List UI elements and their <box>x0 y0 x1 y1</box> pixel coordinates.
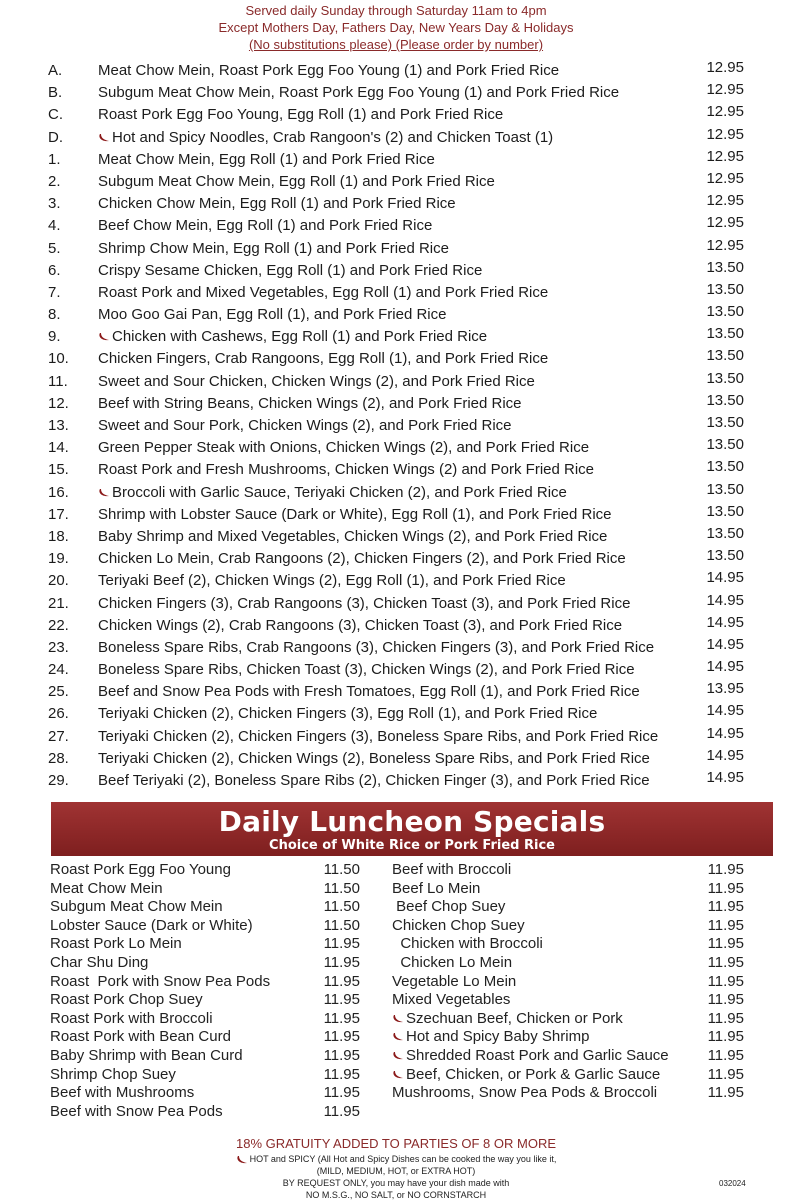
combo-description <box>98 415 512 437</box>
special-name <box>50 861 231 879</box>
special-name <box>392 861 511 879</box>
combo-number: 6. <box>48 261 61 279</box>
combo-description-text: Chicken Fingers, Crab Rangoons, Egg Roll (1), and Pork Fried Rice <box>98 350 549 368</box>
special-row <box>50 1084 360 1103</box>
combo-row <box>48 149 760 171</box>
special-row <box>392 1066 744 1085</box>
combo-number: 7. <box>48 283 61 301</box>
special-name-text: Mixed Vegetables <box>392 991 511 1009</box>
combo-row <box>48 215 760 237</box>
special-row <box>392 973 744 992</box>
special-name-text: Beef, Chicken, or Pork & Garlic Sauce <box>406 1065 661 1083</box>
combo-price: 13.50 <box>706 547 744 565</box>
special-price: 11.95 <box>707 991 744 1009</box>
combo-description-text: Shrimp with Lobster Sauce (Dark or White), Egg Roll (1), and Pork Fried Rice <box>98 505 612 523</box>
menu-code: 032024 <box>719 1179 746 1188</box>
combo-number: 9. <box>48 328 61 346</box>
combo-row <box>48 615 760 637</box>
combo-description <box>98 659 635 681</box>
combo-number: 29. <box>48 772 69 789</box>
combo-price: 13.50 <box>706 280 744 298</box>
special-name-text: Roast Pork with Snow Pea Pods <box>50 972 271 990</box>
combo-description-text: Moo Goo Gai Pan, Egg Roll (1), and Pork Fried Rice <box>98 306 447 324</box>
combo-price: 13.50 <box>706 369 744 387</box>
combo-description <box>98 304 447 326</box>
special-price: 11.95 <box>707 1009 744 1027</box>
special-name-text: Roast Pork Egg Foo Young <box>50 861 231 878</box>
combo-number: 20. <box>48 572 69 590</box>
combo-row <box>48 260 760 282</box>
combo-description <box>98 326 487 348</box>
combo-number: 21. <box>48 594 69 612</box>
combo-row <box>48 437 760 459</box>
special-price: 11.95 <box>707 861 744 878</box>
special-row <box>392 991 744 1010</box>
special-name <box>392 973 516 991</box>
combo-row <box>48 748 760 770</box>
combo-description <box>98 348 548 370</box>
combo-row <box>48 393 760 415</box>
combo-description <box>98 104 503 126</box>
combo-description <box>98 726 658 748</box>
combo-number: 11. <box>48 372 68 390</box>
combo-description <box>98 770 650 792</box>
special-name-text: Roast Pork Lo Mein <box>50 935 182 953</box>
combo-description-text: Beef and Snow Pea Pods with Fresh Tomatoes, Egg Roll (1), and Pork Fried Rice <box>98 683 640 701</box>
special-price: 11.95 <box>707 898 744 916</box>
combo-row <box>48 348 760 370</box>
combo-price: 13.50 <box>706 524 744 542</box>
special-name-text: Chicken Lo Mein <box>392 953 513 971</box>
combo-number: B. <box>48 84 63 102</box>
special-name <box>392 1066 660 1084</box>
combo-price: 12.95 <box>706 103 744 121</box>
menu-footer <box>0 1135 792 1201</box>
combo-number: 18. <box>48 527 69 545</box>
special-row <box>50 861 360 880</box>
combo-description-text: Meat Chow Mein, Egg Roll (1) and Pork Fried Rice <box>98 150 435 168</box>
chili-pepper-icon <box>98 332 110 342</box>
special-name-text: Lobster Sauce (Dark or White) <box>50 916 253 934</box>
combo-price: 12.95 <box>706 147 744 165</box>
combo-row <box>48 681 760 703</box>
special-row <box>392 954 744 973</box>
combo-description <box>98 748 650 770</box>
combo-description-text: Chicken with Cashews, Egg Roll (1) and Pork Fried Rice <box>112 328 488 346</box>
special-name <box>392 1028 589 1046</box>
combo-row <box>48 726 760 748</box>
special-name <box>392 917 525 935</box>
special-price: 11.95 <box>323 935 360 953</box>
chili-pepper-icon <box>392 1032 404 1042</box>
combo-row <box>48 127 760 149</box>
special-price: 11.95 <box>707 1046 744 1064</box>
combo-price: 12.95 <box>706 169 744 187</box>
combo-description <box>98 526 607 548</box>
special-row <box>392 1028 744 1047</box>
combo-row <box>48 304 760 326</box>
special-price: 11.95 <box>323 1065 360 1083</box>
combination-plates-list <box>48 60 760 792</box>
combo-price: 13.50 <box>706 347 744 365</box>
combo-row <box>48 570 760 592</box>
combo-row <box>48 238 760 260</box>
special-price: 11.95 <box>323 1084 360 1102</box>
combo-description-text: Boneless Spare Ribs, Chicken Toast (3), Chicken Wings (2), and Pork Fried Rice <box>98 661 635 679</box>
special-row <box>392 880 744 899</box>
special-name <box>50 898 223 916</box>
combo-description-text: Chicken Wings (2), Crab Rangoons (3), Chicken Toast (3), and Pork Fried Rice <box>98 616 623 634</box>
combo-row <box>48 171 760 193</box>
special-name <box>50 991 203 1009</box>
combo-description <box>98 82 619 104</box>
combo-row <box>48 82 760 104</box>
combo-number: 25. <box>48 683 69 701</box>
combo-description <box>98 171 495 193</box>
combo-price: 14.95 <box>706 769 744 786</box>
special-name <box>50 1028 231 1046</box>
combo-row <box>48 459 760 481</box>
special-row <box>50 1103 360 1122</box>
combo-number: 27. <box>48 727 69 745</box>
combo-description <box>98 260 482 282</box>
special-name-text: Baby Shrimp with Bean Curd <box>50 1046 243 1064</box>
combo-description <box>98 615 622 637</box>
special-price: 11.95 <box>323 1009 360 1027</box>
combo-number: 19. <box>48 550 69 568</box>
special-name-text: Beef Lo Mein <box>392 879 481 897</box>
combo-description <box>98 504 612 526</box>
combo-row <box>48 548 760 570</box>
special-name-text: Shrimp Chop Suey <box>50 1065 176 1083</box>
special-price: 11.95 <box>707 879 744 897</box>
combo-number: 23. <box>48 638 69 656</box>
request-options: NO M.S.G., NO SALT, or NO CORNSTARCH <box>305 1190 487 1200</box>
combo-price: 12.95 <box>706 125 744 143</box>
chili-pepper-icon <box>392 1051 404 1061</box>
special-name-text: Roast Pork Chop Suey <box>50 991 203 1009</box>
combo-row <box>48 593 760 615</box>
spicy-levels: (MILD, MEDIUM, HOT, or EXTRA HOT) <box>316 1166 476 1176</box>
combo-price: 13.50 <box>706 502 744 520</box>
special-price: 11.95 <box>707 1028 744 1046</box>
combo-description-text: Sweet and Sour Chicken, Chicken Wings (2), and Pork Fried Rice <box>98 372 535 390</box>
combo-row <box>48 104 760 126</box>
special-name-text: Roast Pork with Broccoli <box>50 1009 213 1027</box>
combo-number: 5. <box>48 239 61 257</box>
combo-description-text: Shrimp Chow Mein, Egg Roll (1) and Pork Fried Rice <box>98 239 449 257</box>
combo-price: 12.95 <box>706 192 744 210</box>
special-price: 11.95 <box>707 935 744 953</box>
combo-price: 12.95 <box>706 59 744 76</box>
gratuity-note: 18% GRATUITY ADDED TO PARTIES OF 8 OR MORE <box>235 1136 557 1151</box>
combo-description-text: Teriyaki Chicken (2), Chicken Fingers (3), Boneless Spare Ribs, and Pork Fried Rice <box>98 727 659 745</box>
combo-number: 26. <box>48 705 69 723</box>
combo-row <box>48 371 760 393</box>
luncheon-specials-banner <box>51 802 773 856</box>
combo-description-text: Chicken Lo Mein, Crab Rangoons (2), Chicken Fingers (2), and Pork Fried Rice <box>98 550 626 568</box>
combo-description-text: Boneless Spare Ribs, Crab Rangoons (3), Chicken Fingers (3), and Pork Fried Rice <box>98 638 655 656</box>
special-row <box>50 917 360 936</box>
special-price: 11.95 <box>707 916 744 934</box>
combo-price: 13.95 <box>706 680 744 698</box>
chili-pepper-icon <box>236 1155 248 1165</box>
combo-description-text: Beef Chow Mein, Egg Roll (1) and Pork Fried Rice <box>98 217 433 235</box>
special-row <box>50 1010 360 1029</box>
combo-row <box>48 326 760 348</box>
combo-description-text: Roast Pork and Mixed Vegetables, Egg Roll (1) and Pork Fried Rice <box>98 283 549 301</box>
specials-right-column <box>392 861 744 1103</box>
special-row <box>50 973 360 992</box>
combo-description <box>98 482 567 504</box>
special-name <box>392 1010 623 1028</box>
special-row <box>50 1066 360 1085</box>
combo-row <box>48 415 760 437</box>
combo-description-text: Hot and Spicy Noodles, Crab Rangoon's (2) and Chicken Toast (1) <box>112 128 554 146</box>
special-name <box>50 1066 176 1084</box>
special-price: 11.95 <box>707 972 744 990</box>
combo-row <box>48 482 760 504</box>
special-price: 11.50 <box>323 916 360 934</box>
combo-description <box>98 193 456 215</box>
hours-line: Served daily Sunday through Saturday 11am to 4pm <box>245 3 547 18</box>
special-price: 11.95 <box>323 991 360 1009</box>
combo-description-text: Beef Teriyaki (2), Boneless Spare Ribs (2), Chicken Finger (3), and Pork Fried Rice <box>98 772 650 789</box>
combo-number: A. <box>48 62 63 79</box>
special-price: 11.50 <box>323 898 360 916</box>
combo-price: 14.95 <box>706 702 744 720</box>
combo-description <box>98 282 548 304</box>
special-name <box>392 954 512 972</box>
combo-number: 28. <box>48 749 69 767</box>
special-price: 11.95 <box>323 1046 360 1064</box>
combo-description <box>98 548 626 570</box>
special-price: 11.95 <box>707 1084 744 1102</box>
menu-header <box>0 2 792 53</box>
special-name-text: Chicken with Broccoli <box>392 935 543 953</box>
combo-number: D. <box>48 128 63 146</box>
combo-description-text: Green Pepper Steak with Onions, Chicken Wings (2), and Pork Fried Rice <box>98 439 590 457</box>
banner-subtitle: Choice of White Rice or Pork Fried Rice <box>269 838 555 853</box>
special-row <box>392 861 744 880</box>
special-row <box>50 1028 360 1047</box>
combo-row <box>48 282 760 304</box>
combo-description <box>98 393 522 415</box>
combo-price: 13.50 <box>706 303 744 321</box>
special-row <box>392 1084 744 1103</box>
special-name-text: Char Shu Ding <box>50 953 149 971</box>
chili-pepper-icon <box>98 133 110 143</box>
combo-number: 15. <box>48 461 69 479</box>
specials-left-column <box>50 861 360 1121</box>
combo-price: 13.50 <box>706 480 744 498</box>
combo-description <box>98 681 640 703</box>
combo-price: 13.50 <box>706 325 744 343</box>
combo-description-text: Roast Pork and Fresh Mushrooms, Chicken Wings (2) and Pork Fried Rice <box>98 461 595 479</box>
special-name-text: Meat Chow Mein <box>50 879 163 897</box>
combo-description <box>98 703 597 725</box>
combo-number: 24. <box>48 661 69 679</box>
combo-number: 17. <box>48 505 69 523</box>
special-name-text: Roast Pork with Bean Curd <box>50 1028 231 1046</box>
special-name-text: Szechuan Beef, Chicken or Pork <box>406 1009 623 1027</box>
combo-row <box>48 770 760 792</box>
exceptions-line: Except Mothers Day, Fathers Day, New Years Day & Holidays <box>218 20 574 35</box>
special-row <box>392 1047 744 1066</box>
chili-pepper-icon <box>392 1070 404 1080</box>
combo-description <box>98 637 654 659</box>
combo-number: 22. <box>48 616 69 634</box>
special-name <box>50 954 148 972</box>
special-row <box>50 1047 360 1066</box>
request-note: BY REQUEST ONLY, you may have your dish made with <box>282 1178 510 1188</box>
special-name-text: Beef with Snow Pea Pods <box>50 1102 223 1120</box>
combo-description <box>98 593 630 615</box>
special-price: 11.95 <box>707 953 744 971</box>
special-name-text: Beef Chop Suey <box>392 898 506 916</box>
combo-row <box>48 637 760 659</box>
special-price: 11.50 <box>323 861 360 878</box>
banner-title: Daily Luncheon Specials <box>218 805 606 838</box>
combo-price: 14.95 <box>706 724 744 742</box>
special-name <box>50 917 253 935</box>
special-price: 11.95 <box>323 972 360 990</box>
special-name-text: Chicken Chop Suey <box>392 916 525 934</box>
spicy-note: HOT and SPICY (All Hot and Spicy Dishes can be cooked the way you like it, <box>0 1153 792 1165</box>
combo-price: 14.95 <box>706 613 744 631</box>
combo-row <box>48 193 760 215</box>
combo-description <box>98 459 594 481</box>
special-row <box>50 898 360 917</box>
special-name <box>392 1084 657 1102</box>
combo-price: 14.95 <box>706 635 744 653</box>
combo-row <box>48 659 760 681</box>
special-name-text: Subgum Meat Chow Mein <box>50 898 223 916</box>
combo-number: 13. <box>48 417 69 434</box>
combo-price: 12.95 <box>706 214 744 232</box>
combo-description-text: Sweet and Sour Pork, Chicken Wings (2), and Pork Fried Rice <box>98 417 512 434</box>
chili-pepper-icon <box>392 1014 404 1024</box>
special-name-text: Beef with Mushrooms <box>50 1084 195 1102</box>
combo-number: 12. <box>48 394 69 412</box>
special-row <box>392 1010 744 1029</box>
special-row <box>50 954 360 973</box>
combo-number: C. <box>48 106 63 124</box>
combo-number: 1. <box>48 150 61 168</box>
combo-number: 8. <box>48 306 61 324</box>
combo-price: 13.50 <box>706 436 744 454</box>
special-row <box>392 935 744 954</box>
combo-description <box>98 215 432 237</box>
special-name <box>50 1047 243 1065</box>
combo-description-text: Broccoli with Garlic Sauce, Teriyaki Chicken (2), and Pork Fried Rice <box>112 483 567 501</box>
combo-description <box>98 570 566 592</box>
substitutions-line: (No substitutions please) (Please order by number) <box>248 37 544 52</box>
special-name <box>392 880 480 898</box>
special-name <box>392 991 510 1009</box>
combo-description-text: Subgum Meat Chow Mein, Egg Roll (1) and Pork Fried Rice <box>98 172 495 190</box>
special-name <box>392 898 505 916</box>
combo-price: 14.95 <box>706 569 744 587</box>
combo-price: 14.95 <box>706 658 744 676</box>
special-name-text: Beef with Broccoli <box>392 861 512 878</box>
combo-price: 14.95 <box>706 746 744 764</box>
special-row <box>392 917 744 936</box>
special-name <box>50 1103 223 1121</box>
special-name <box>50 935 182 953</box>
combo-price: 13.50 <box>706 458 744 476</box>
combo-description-text: Subgum Meat Chow Mein, Roast Pork Egg Foo Young (1) and Pork Fried Rice <box>98 84 620 102</box>
special-row <box>50 991 360 1010</box>
chili-pepper-icon <box>98 488 110 498</box>
special-name <box>392 1047 669 1065</box>
combo-description-text: Beef with String Beans, Chicken Wings (2), and Pork Fried Rice <box>98 394 522 412</box>
combo-number: 10. <box>48 350 69 368</box>
combo-description-text: Roast Pork Egg Foo Young, Egg Roll (1) and Pork Fried Rice <box>98 106 504 124</box>
combo-price: 13.50 <box>706 258 744 276</box>
combo-description <box>98 127 553 149</box>
combo-description-text: Teriyaki Beef (2), Chicken Wings (2), Egg Roll (1), and Pork Fried Rice <box>98 572 566 590</box>
combo-description <box>98 149 435 171</box>
special-name-text: Hot and Spicy Baby Shrimp <box>406 1028 590 1046</box>
special-price: 11.95 <box>323 953 360 971</box>
special-name <box>392 935 543 953</box>
combo-description-text: Teriyaki Chicken (2), Chicken Fingers (3), Egg Roll (1), and Pork Fried Rice <box>98 705 598 723</box>
combo-number: 4. <box>48 217 61 235</box>
combo-row <box>48 60 760 82</box>
special-name <box>50 1010 213 1028</box>
combo-price: 12.95 <box>706 236 744 254</box>
special-row <box>50 880 360 899</box>
combo-description-text: Chicken Fingers (3), Crab Rangoons (3), Chicken Toast (3), and Pork Fried Rice <box>98 594 631 612</box>
combo-description-text: Teriyaki Chicken (2), Chicken Wings (2), Boneless Spare Ribs, and Pork Fried Rice <box>98 749 650 767</box>
combo-description-text: Crispy Sesame Chicken, Egg Roll (1) and Pork Fried Rice <box>98 261 483 279</box>
combo-description <box>98 238 449 260</box>
special-row <box>392 898 744 917</box>
special-name <box>50 973 270 991</box>
special-name-text: Vegetable Lo Mein <box>392 972 517 990</box>
combo-price: 13.50 <box>706 391 744 409</box>
combo-description-text: Chicken Chow Mein, Egg Roll (1) and Pork Fried Rice <box>98 195 456 213</box>
special-name-text: Shredded Roast Pork and Garlic Sauce <box>406 1046 669 1064</box>
combo-description-text: Meat Chow Mein, Roast Pork Egg Foo Young (1) and Pork Fried Rice <box>98 62 560 79</box>
combo-price: 14.95 <box>706 591 744 609</box>
combo-row <box>48 526 760 548</box>
combo-row <box>48 703 760 725</box>
combo-description-text: Baby Shrimp and Mixed Vegetables, Chicken Wings (2), and Pork Fried Rice <box>98 527 608 545</box>
special-price: 11.95 <box>707 1065 744 1083</box>
combo-description <box>98 60 559 82</box>
combo-price: 13.50 <box>706 414 744 431</box>
combo-number: 3. <box>48 195 61 213</box>
combo-description <box>98 371 535 393</box>
special-name-text: Mushrooms, Snow Pea Pods & Broccoli <box>392 1084 658 1102</box>
combo-number: 14. <box>48 439 69 457</box>
combo-row <box>48 504 760 526</box>
combo-description <box>98 437 589 459</box>
combo-price: 12.95 <box>706 81 744 99</box>
special-name <box>50 1084 194 1102</box>
special-row <box>50 935 360 954</box>
combo-number: 16. <box>48 483 69 501</box>
special-price: 11.95 <box>323 1028 360 1046</box>
combo-number: 2. <box>48 172 61 190</box>
special-price: 11.95 <box>323 1102 360 1120</box>
special-name <box>50 880 163 898</box>
special-price: 11.50 <box>323 879 360 897</box>
